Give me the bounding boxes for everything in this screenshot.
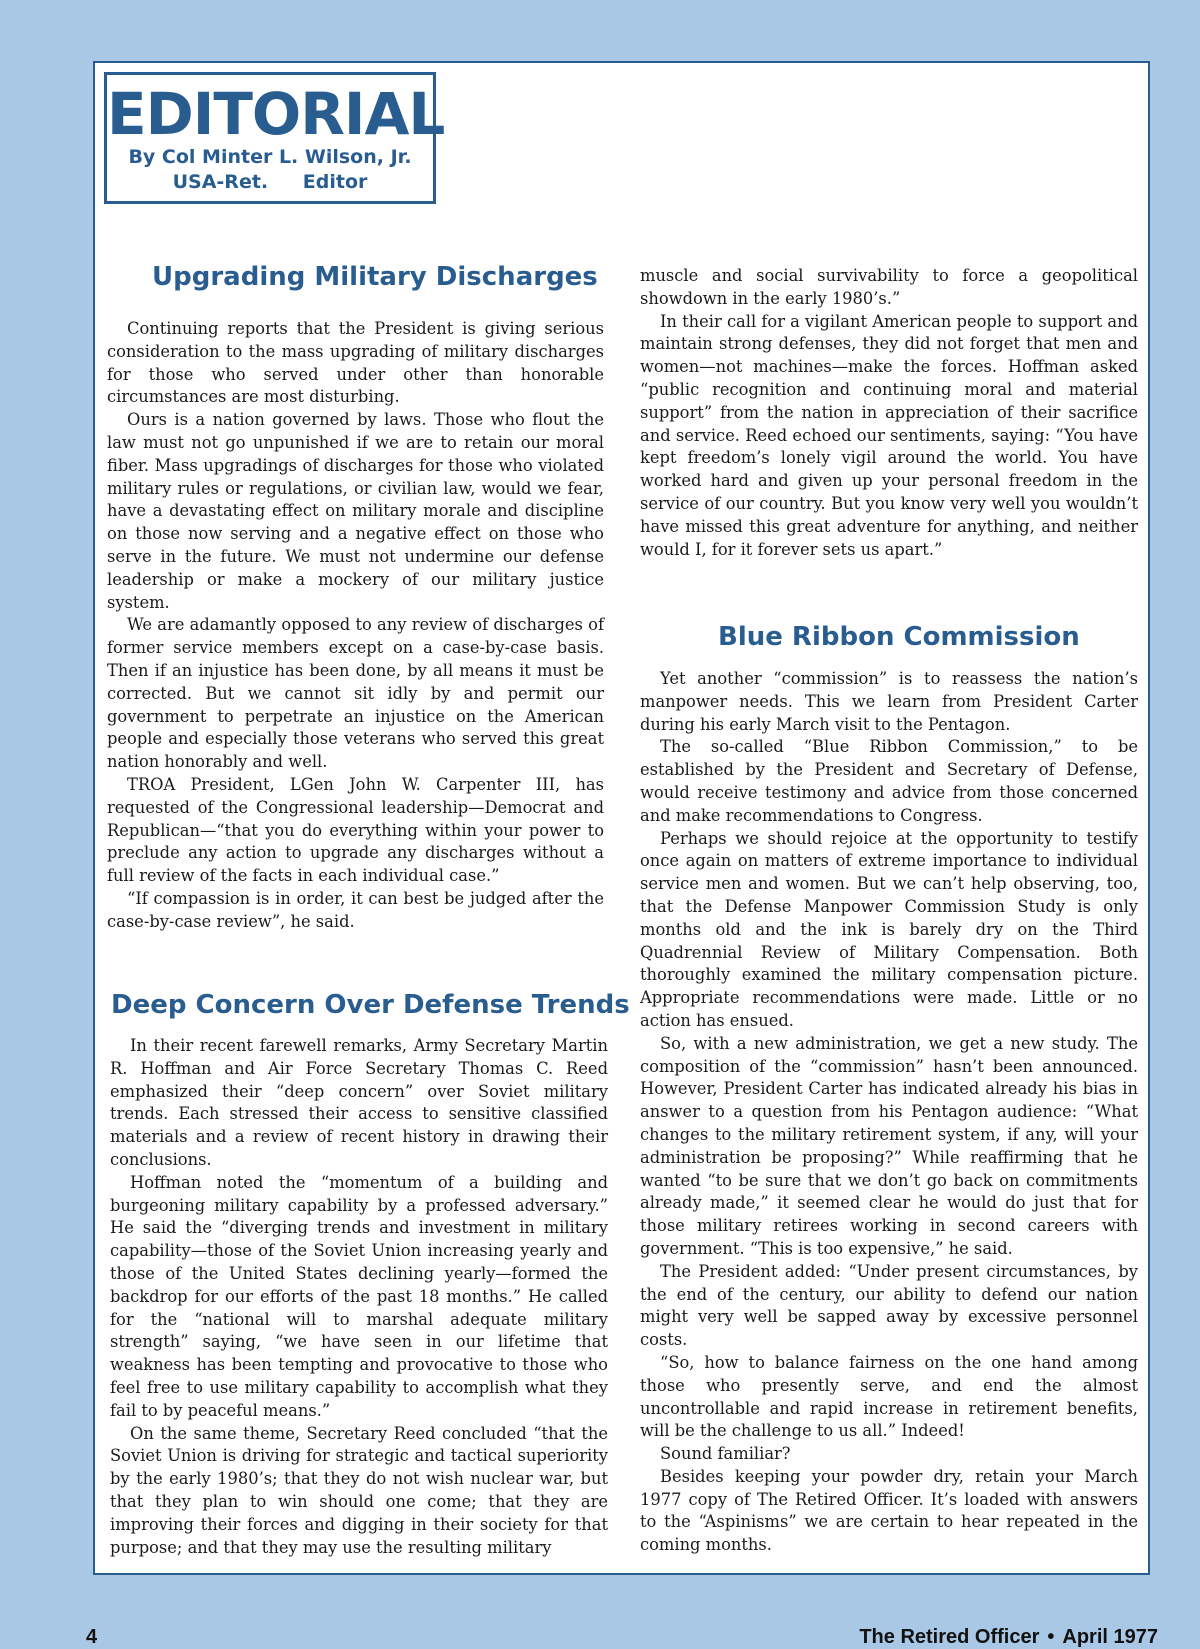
paragraph: “So, how to balance fairness on the one hand among those who presently serve, and end the almost uncontrollable and rapid increase in retirement benefits, will be the challenge to us all.” Indeed! <box>640 1352 1138 1441</box>
paragraph: Perhaps we should rejoice at the opportunity to testify once again on matters of extreme importance to individual service men and women. But we can’t help observing, too, that the Defense Manpower Commission Study is only months old and the ink is barely dry on the Third Quadrennial Review of Military Compensation. Both thoroughly examined the military compensation picture. Appropriate recommendations were made. Little or no action has ensued. <box>640 828 1138 1030</box>
article-body-deep-concern-continued <box>640 265 1138 561</box>
paragraph: We are adamantly opposed to any review of discharges of former service members except on a case-by-case basis. Then if an injustice has been done, by all means it must be corrected. But we cannot sit idly by and permit our government to perpetrate an injustice on the American people and especially those veterans who served this great nation honorably and well. <box>107 615 604 772</box>
article-title-blue-ribbon: Blue Ribbon Commission <box>718 622 1080 652</box>
article-body-upgrading <box>107 318 604 934</box>
masthead-rank: USA-Ret. <box>172 171 269 193</box>
masthead-byline: By Col Minter L. Wilson, Jr. <box>128 146 412 168</box>
paragraph: So, with a new administration, we get a new study. The composition of the “commission” hasn’t been announced. However, President Carter has indicated already his bias in answer to a question from his Pentagon audience: “What changes to the military retirement system, if any, will your administration be proposing?” While reaffirming that he wanted “to be sure that we don’t go back on commitments already made,” it seemed clear he would do just that for those military retirees working in second careers with government. “This is too expensive,” he said. <box>640 1033 1138 1258</box>
paragraph: The President added: “Under present circumstances, by the end of the century, our ability to defend our nation might very well be sapped away by excessive personnel costs. <box>640 1261 1138 1350</box>
paragraph: TROA President, LGen John W. Carpenter III, has requested of the Congressional leadership—Democrat and Republican—“that you do everything within your power to preclude any action to upgrade any discharges without a full review of the facts in each individual case.” <box>107 774 604 886</box>
publication-date: April 1977 <box>1062 1626 1158 1648</box>
paragraph: Hoffman noted the “momentum of a building and burgeoning military capability by a professed adversary.” He said the “diverging trends and investment in military capability—those of the Soviet Union increasing yearly and those of the United States declining yearly—formed the backdrop for our efforts of the past 18 months.” He called for the “national will to marshal adequate military strength” saying, “we have seen in our lifetime that weakness has been tempting and provocative to those who feel free to use military capability to accomplish what they fail to by peaceful means.” <box>110 1172 608 1420</box>
article-body-deep-concern <box>110 1035 608 1559</box>
editorial-masthead <box>104 72 445 204</box>
masthead-rank-line <box>107 170 433 195</box>
page-number: 4 <box>86 1626 98 1648</box>
article-body-blue-ribbon <box>640 668 1138 1557</box>
paragraph: Sound familiar? <box>660 1444 791 1464</box>
paragraph: On the same theme, Secretary Reed concluded “that the Soviet Union is driving for strategic and tactical superiority by the early 1980’s; that they do not wish nuclear war, but that they plan to win should one come; that they are improving their forces and digging in their society for that purpose; and that they may use the resulting military <box>110 1423 608 1557</box>
paragraph: Continuing reports that the President is giving serious consideration to the mass upgrading of military discharges for those who served under other than honorable circumstances are most disturbing. <box>107 319 604 407</box>
article-title-upgrading: Upgrading Military Discharges <box>152 262 598 292</box>
publication-footer <box>859 1626 1158 1649</box>
paragraph: Besides keeping your powder dry, retain your March 1977 copy of The Retired Officer. It’s loaded with answers to the “Aspinisms” we are certain to hear repeated in the coming months. <box>640 1466 1138 1555</box>
publication-name: The Retired Officer <box>859 1626 1040 1648</box>
paragraph: muscle and social survivability to force a geopolitical showdown in the early 1980’s.” <box>640 266 1138 308</box>
paragraph: In their recent farewell remarks, Army Secretary Martin R. Hoffman and Air Force Secretary Thomas C. Reed emphasized their “deep concern” over Soviet military trends. Each stressed their access to sensitive classified materials and a review of recent history in drawing their conclusions. <box>110 1036 608 1169</box>
paragraph: Ours is a nation governed by laws. Those who flout the law must not go unpunished if we are to retain our moral fiber. Mass upgradings of discharges for those who violated military rules or regulations, or civilian law, would we fear, have a devastating effect on military morale and discipline on those now serving and a negative effect on those who serve in the future. We must not undermine our defense leadership or make a mockery of our military justice system. <box>107 410 604 612</box>
masthead-title: EDITORIAL <box>107 80 445 148</box>
paragraph: The so-called “Blue Ribbon Commission,” to be established by the President and Secretary of Defense, would receive testimony and advice from those concerned and make recommendations to Congress. <box>640 737 1138 825</box>
footer-separator: • <box>1047 1626 1055 1648</box>
masthead-role: Editor <box>302 171 368 193</box>
paragraph: Yet another “commission” is to reassess the nation’s manpower needs. This we learn from President Carter during his early March visit to the Pentagon. <box>640 669 1138 734</box>
paragraph: “If compassion is in order, it can best be judged after the case-by-case review”, he said. <box>107 888 604 931</box>
paragraph: In their call for a vigilant American people to support and maintain strong defenses, they did not forget that men and women—not machines—make the forces. Hoffman asked “public recognition and continuing moral and material support” from the nation in appreciation of their sacrifice and service. Reed echoed our sentiments, saying: “You have kept freedom’s lonely vigil around the world. You have worked hard and given up your personal freedom in the service of our country. But you know very well you wouldn’t have missed this great adventure for anything, and neither would I, for it forever sets us apart.” <box>640 311 1138 559</box>
article-title-deep-concern: Deep Concern Over Defense Trends <box>111 990 630 1020</box>
